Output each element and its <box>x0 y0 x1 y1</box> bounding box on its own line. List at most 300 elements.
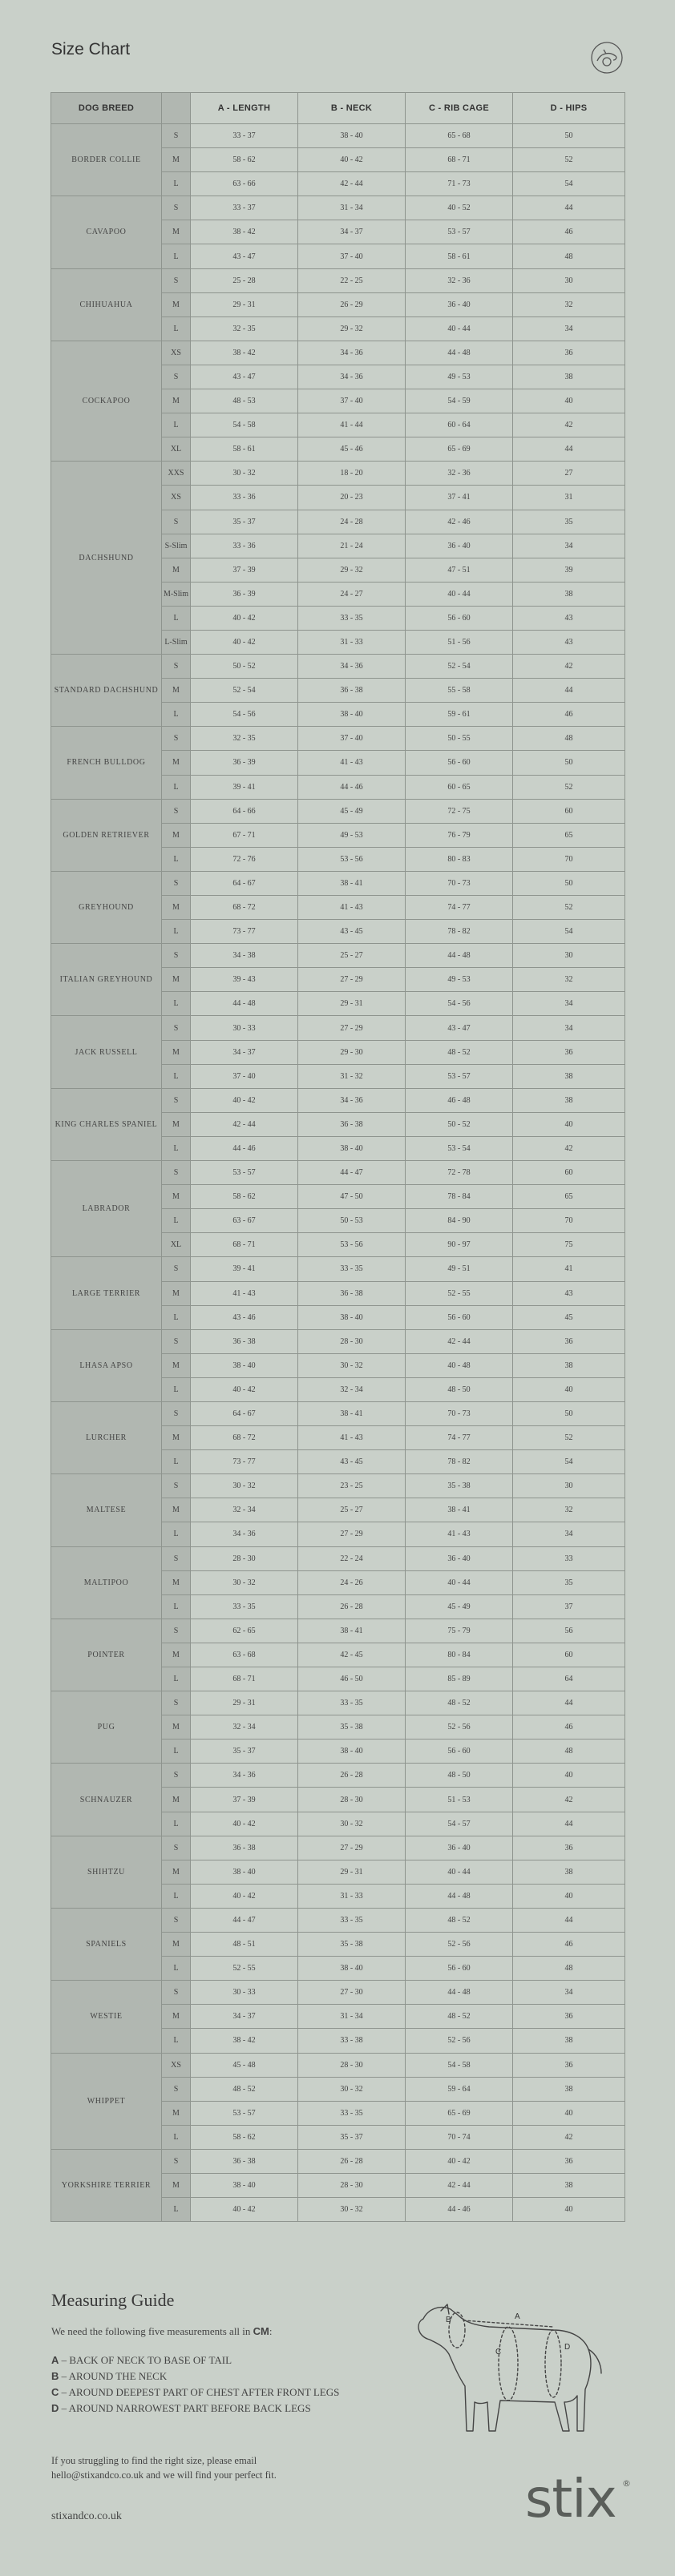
size-cell: M <box>162 1185 191 1209</box>
size-cell: S <box>162 1016 191 1040</box>
table-row <box>51 124 625 148</box>
neck-cell: 43 - 45 <box>298 920 406 944</box>
rib-cage-cell: 35 - 38 <box>406 1474 513 1498</box>
size-cell: L <box>162 1884 191 1908</box>
hips-cell: 33 <box>513 1546 625 1570</box>
length-cell: 30 - 32 <box>191 1474 298 1498</box>
rib-cage-cell: 43 - 47 <box>406 1016 513 1040</box>
rib-cage-cell: 44 - 48 <box>406 341 513 365</box>
neck-cell: 41 - 43 <box>298 751 406 775</box>
neck-cell: 30 - 32 <box>298 1812 406 1836</box>
length-cell: 30 - 32 <box>191 1570 298 1594</box>
neck-cell: 27 - 29 <box>298 1836 406 1860</box>
rib-cage-cell: 56 - 60 <box>406 1305 513 1329</box>
rib-cage-cell: 41 - 43 <box>406 1522 513 1546</box>
neck-cell: 33 - 35 <box>298 1257 406 1281</box>
rib-cage-cell: 45 - 49 <box>406 1594 513 1619</box>
rib-cage-cell: 52 - 56 <box>406 1715 513 1740</box>
hips-cell: 32 <box>513 968 625 992</box>
size-cell: S <box>162 1764 191 1788</box>
table-row <box>51 1764 625 1788</box>
size-cell: L <box>162 1305 191 1329</box>
size-cell: L <box>162 172 191 196</box>
size-cell: XL <box>162 1233 191 1257</box>
size-cell: S <box>162 727 191 751</box>
size-cell: M <box>162 1040 191 1064</box>
hips-cell: 42 <box>513 2125 625 2149</box>
size-cell: M-Slim <box>162 582 191 606</box>
rib-cage-cell: 56 - 60 <box>406 751 513 775</box>
neck-cell: 53 - 56 <box>298 1233 406 1257</box>
hips-cell: 40 <box>513 2101 625 2125</box>
length-cell: 48 - 53 <box>191 389 298 413</box>
rib-cage-cell: 49 - 53 <box>406 968 513 992</box>
rib-cage-cell: 56 - 60 <box>406 606 513 630</box>
length-cell: 28 - 30 <box>191 1546 298 1570</box>
size-cell: M <box>162 148 191 172</box>
size-cell: M <box>162 823 191 847</box>
neck-cell: 32 - 34 <box>298 1377 406 1401</box>
rib-cage-cell: 49 - 53 <box>406 365 513 389</box>
neck-cell: 18 - 20 <box>298 462 406 486</box>
help-text <box>51 2453 324 2482</box>
rib-cage-cell: 44 - 46 <box>406 2198 513 2222</box>
length-cell: 39 - 43 <box>191 968 298 992</box>
length-cell: 58 - 62 <box>191 2125 298 2149</box>
neck-cell: 47 - 50 <box>298 1185 406 1209</box>
hips-cell: 27 <box>513 462 625 486</box>
size-cell: L <box>162 1667 191 1691</box>
hips-cell: 48 <box>513 244 625 268</box>
diagram-label-b: B <box>446 2316 451 2324</box>
rib-cage-cell: 52 - 56 <box>406 2029 513 2053</box>
table-row <box>51 727 625 751</box>
breed-name-cell: SCHNAUZER <box>51 1764 162 1836</box>
table-row <box>51 1691 625 1715</box>
length-cell: 73 - 77 <box>191 1450 298 1474</box>
hips-cell: 44 <box>513 679 625 703</box>
length-cell: 37 - 40 <box>191 1064 298 1088</box>
table-row <box>51 1088 625 1112</box>
neck-cell: 42 - 44 <box>298 172 406 196</box>
length-cell: 63 - 67 <box>191 1209 298 1233</box>
breed-name-cell: WESTIE <box>51 1981 162 2053</box>
size-cell: M <box>162 1498 191 1522</box>
neck-cell: 35 - 38 <box>298 1715 406 1740</box>
hips-cell: 41 <box>513 1257 625 1281</box>
rib-cage-cell: 52 - 55 <box>406 1281 513 1305</box>
rib-cage-cell: 78 - 82 <box>406 920 513 944</box>
size-cell: XXS <box>162 462 191 486</box>
length-cell: 30 - 33 <box>191 1981 298 2005</box>
table-row <box>51 1329 625 1353</box>
hips-cell: 40 <box>513 2198 625 2222</box>
size-cell: M <box>162 1426 191 1450</box>
size-cell: L <box>162 775 191 799</box>
table-row <box>51 341 625 365</box>
hips-cell: 46 <box>513 220 625 244</box>
neck-cell: 38 - 40 <box>298 703 406 727</box>
neck-cell: 26 - 29 <box>298 292 406 316</box>
breed-name-cell: STANDARD DACHSHUND <box>51 655 162 727</box>
length-cell: 72 - 76 <box>191 847 298 871</box>
rib-cage-cell: 36 - 40 <box>406 1546 513 1570</box>
table-row <box>51 2053 625 2077</box>
hips-cell: 60 <box>513 1161 625 1185</box>
length-cell: 43 - 46 <box>191 1305 298 1329</box>
size-cell: S <box>162 871 191 895</box>
rib-cage-cell: 40 - 44 <box>406 1570 513 1594</box>
neck-cell: 30 - 32 <box>298 2077 406 2101</box>
hips-cell: 38 <box>513 582 625 606</box>
size-cell: M <box>162 1933 191 1957</box>
hips-cell: 36 <box>513 1836 625 1860</box>
neck-cell: 44 - 46 <box>298 775 406 799</box>
size-cell: S <box>162 268 191 292</box>
neck-cell: 33 - 35 <box>298 2101 406 2125</box>
hips-cell: 75 <box>513 1233 625 1257</box>
table-row <box>51 1981 625 2005</box>
size-cell: M <box>162 2101 191 2125</box>
neck-cell: 31 - 32 <box>298 1064 406 1088</box>
guide-item-letter: A <box>51 2354 59 2366</box>
rib-cage-cell: 54 - 56 <box>406 992 513 1016</box>
size-cell: L <box>162 920 191 944</box>
hips-cell: 40 <box>513 389 625 413</box>
size-cell: L <box>162 244 191 268</box>
hips-cell: 42 <box>513 413 625 437</box>
size-cell: L <box>162 1450 191 1474</box>
length-cell: 52 - 54 <box>191 679 298 703</box>
rib-cage-cell: 71 - 73 <box>406 172 513 196</box>
rib-cage-cell: 44 - 48 <box>406 1981 513 2005</box>
breed-name-cell: DACHSHUND <box>51 462 162 655</box>
guide-intro-prefix: We need the following five measurements all in <box>51 2325 253 2337</box>
table-row <box>51 1016 625 1040</box>
length-cell: 39 - 41 <box>191 775 298 799</box>
hips-cell: 60 <box>513 799 625 823</box>
hips-cell: 44 <box>513 196 625 220</box>
breed-name-cell: BORDER COLLIE <box>51 124 162 196</box>
hips-cell: 38 <box>513 365 625 389</box>
rib-cage-cell: 70 - 74 <box>406 2125 513 2149</box>
hips-cell: 36 <box>513 2005 625 2029</box>
hips-cell: 50 <box>513 124 625 148</box>
length-cell: 40 - 42 <box>191 1088 298 1112</box>
breed-name-cell: MALTIPOO <box>51 1546 162 1619</box>
breed-name-cell: SHIHTZU <box>51 1836 162 1908</box>
hips-cell: 38 <box>513 1353 625 1377</box>
neck-cell: 34 - 37 <box>298 220 406 244</box>
breed-name-cell: WHIPPET <box>51 2053 162 2149</box>
length-cell: 37 - 39 <box>191 558 298 582</box>
rib-cage-cell: 53 - 54 <box>406 1136 513 1160</box>
hips-cell: 35 <box>513 1570 625 1594</box>
neck-cell: 28 - 30 <box>298 2173 406 2197</box>
neck-cell: 31 - 34 <box>298 196 406 220</box>
length-cell: 38 - 42 <box>191 2029 298 2053</box>
rib-cage-cell: 40 - 48 <box>406 1353 513 1377</box>
hips-cell: 54 <box>513 920 625 944</box>
hips-cell: 46 <box>513 1933 625 1957</box>
length-cell: 48 - 51 <box>191 1933 298 1957</box>
hips-cell: 44 <box>513 1812 625 1836</box>
hips-cell: 60 <box>513 1643 625 1667</box>
table-row <box>51 871 625 895</box>
guide-item <box>51 2368 339 2385</box>
rib-cage-cell: 68 - 71 <box>406 148 513 172</box>
table-row <box>51 1257 625 1281</box>
rib-cage-cell: 32 - 36 <box>406 462 513 486</box>
neck-cell: 26 - 28 <box>298 2149 406 2173</box>
rib-cage-cell: 48 - 52 <box>406 1691 513 1715</box>
size-cell: S <box>162 1691 191 1715</box>
table-row <box>51 1619 625 1643</box>
neck-cell: 38 - 41 <box>298 1619 406 1643</box>
brand-logo: stix <box>525 2468 616 2530</box>
size-cell: S <box>162 799 191 823</box>
rib-cage-cell: 72 - 78 <box>406 1161 513 1185</box>
length-cell: 44 - 47 <box>191 1908 298 1932</box>
neck-cell: 37 - 40 <box>298 727 406 751</box>
dog-measurement-diagram-icon <box>412 2290 608 2442</box>
neck-cell: 33 - 35 <box>298 1691 406 1715</box>
neck-cell: 41 - 43 <box>298 896 406 920</box>
hips-cell: 38 <box>513 1088 625 1112</box>
length-cell: 64 - 67 <box>191 871 298 895</box>
rib-cage-cell: 65 - 68 <box>406 124 513 148</box>
size-chart-table <box>51 92 625 2222</box>
rib-cage-cell: 53 - 57 <box>406 1064 513 1088</box>
neck-cell: 28 - 30 <box>298 1329 406 1353</box>
guide-intro-suffix: : <box>269 2325 273 2337</box>
hips-cell: 48 <box>513 727 625 751</box>
breed-name-cell: SPANIELS <box>51 1908 162 1980</box>
size-cell: L <box>162 1812 191 1836</box>
breed-name-cell: CHIHUAHUA <box>51 268 162 341</box>
hips-cell: 34 <box>513 992 625 1016</box>
rib-cage-cell: 52 - 56 <box>406 1933 513 1957</box>
size-cell: S <box>162 1474 191 1498</box>
length-cell: 32 - 34 <box>191 1715 298 1740</box>
page-title: Size Chart <box>51 40 131 58</box>
hips-cell: 36 <box>513 1040 625 1064</box>
breed-name-cell: ITALIAN GREYHOUND <box>51 944 162 1016</box>
rib-cage-cell: 40 - 44 <box>406 582 513 606</box>
length-cell: 36 - 39 <box>191 751 298 775</box>
hips-cell: 46 <box>513 703 625 727</box>
length-cell: 33 - 36 <box>191 534 298 558</box>
rib-cage-cell: 46 - 48 <box>406 1088 513 1112</box>
neck-cell: 27 - 29 <box>298 968 406 992</box>
size-cell: S <box>162 510 191 534</box>
length-cell: 36 - 38 <box>191 1329 298 1353</box>
hips-cell: 34 <box>513 1981 625 2005</box>
length-cell: 41 - 43 <box>191 1281 298 1305</box>
neck-cell: 22 - 25 <box>298 268 406 292</box>
length-cell: 68 - 71 <box>191 1667 298 1691</box>
neck-cell: 46 - 50 <box>298 1667 406 1691</box>
size-cell: L <box>162 2029 191 2053</box>
size-cell: M <box>162 1112 191 1136</box>
length-cell: 53 - 57 <box>191 2101 298 2125</box>
size-cell: M <box>162 679 191 703</box>
size-cell: M <box>162 1788 191 1812</box>
neck-cell: 27 - 29 <box>298 1522 406 1546</box>
length-cell: 63 - 68 <box>191 1643 298 1667</box>
rib-cage-cell: 51 - 56 <box>406 630 513 654</box>
hips-cell: 48 <box>513 1957 625 1981</box>
guide-intro <box>51 2325 273 2338</box>
guide-item-text: – BACK OF NECK TO BASE OF TAIL <box>59 2354 232 2366</box>
hips-cell: 36 <box>513 1329 625 1353</box>
neck-cell: 29 - 31 <box>298 1860 406 1884</box>
neck-cell: 33 - 35 <box>298 606 406 630</box>
hips-cell: 36 <box>513 2053 625 2077</box>
size-cell: L <box>162 316 191 341</box>
hips-cell: 52 <box>513 896 625 920</box>
hips-cell: 42 <box>513 1136 625 1160</box>
neck-cell: 34 - 36 <box>298 341 406 365</box>
length-cell: 58 - 62 <box>191 148 298 172</box>
table-row <box>51 2149 625 2173</box>
breed-name-cell: MALTESE <box>51 1474 162 1546</box>
neck-cell: 30 - 32 <box>298 2198 406 2222</box>
length-cell: 63 - 66 <box>191 172 298 196</box>
size-cell: XS <box>162 486 191 510</box>
rib-cage-cell: 59 - 64 <box>406 2077 513 2101</box>
rib-cage-cell: 42 - 44 <box>406 1329 513 1353</box>
length-cell: 39 - 41 <box>191 1257 298 1281</box>
length-cell: 44 - 48 <box>191 992 298 1016</box>
neck-cell: 34 - 36 <box>298 365 406 389</box>
neck-cell: 25 - 27 <box>298 944 406 968</box>
neck-cell: 24 - 28 <box>298 510 406 534</box>
guide-item-letter: C <box>51 2386 59 2398</box>
rib-cage-cell: 44 - 48 <box>406 944 513 968</box>
rib-cage-cell: 74 - 77 <box>406 1426 513 1450</box>
neck-cell: 24 - 27 <box>298 582 406 606</box>
hips-cell: 30 <box>513 1474 625 1498</box>
hips-cell: 54 <box>513 1450 625 1474</box>
neck-cell: 44 - 47 <box>298 1161 406 1185</box>
length-cell: 34 - 36 <box>191 1764 298 1788</box>
neck-cell: 31 - 34 <box>298 2005 406 2029</box>
neck-cell: 26 - 28 <box>298 1764 406 1788</box>
rib-cage-cell: 72 - 75 <box>406 799 513 823</box>
rib-cage-cell: 70 - 73 <box>406 1401 513 1425</box>
hips-cell: 48 <box>513 1740 625 1764</box>
length-cell: 34 - 36 <box>191 1522 298 1546</box>
rib-cage-cell: 40 - 44 <box>406 316 513 341</box>
table-header-row <box>51 93 625 124</box>
guide-item <box>51 2401 339 2417</box>
rib-cage-cell: 76 - 79 <box>406 823 513 847</box>
size-cell: L <box>162 1209 191 1233</box>
length-cell: 73 - 77 <box>191 920 298 944</box>
rib-cage-cell: 65 - 69 <box>406 2101 513 2125</box>
length-cell: 54 - 58 <box>191 413 298 437</box>
hips-cell: 50 <box>513 1401 625 1425</box>
rib-cage-cell: 60 - 65 <box>406 775 513 799</box>
rib-cage-cell: 75 - 79 <box>406 1619 513 1643</box>
neck-cell: 20 - 23 <box>298 486 406 510</box>
hips-cell: 52 <box>513 148 625 172</box>
length-cell: 58 - 61 <box>191 437 298 462</box>
length-cell: 38 - 40 <box>191 2173 298 2197</box>
size-cell: L <box>162 1594 191 1619</box>
table-row <box>51 196 625 220</box>
rib-cage-cell: 55 - 58 <box>406 679 513 703</box>
length-cell: 67 - 71 <box>191 823 298 847</box>
length-cell: 32 - 35 <box>191 316 298 341</box>
neck-cell: 24 - 26 <box>298 1570 406 1594</box>
rib-cage-cell: 56 - 60 <box>406 1957 513 1981</box>
length-cell: 54 - 56 <box>191 703 298 727</box>
header-dog-breed: DOG BREED <box>51 93 162 124</box>
header-hips: D - HIPS <box>513 93 625 124</box>
hips-cell: 34 <box>513 1522 625 1546</box>
rib-cage-cell: 85 - 89 <box>406 1667 513 1691</box>
rib-cage-cell: 40 - 44 <box>406 1860 513 1884</box>
size-cell: M <box>162 558 191 582</box>
hips-cell: 46 <box>513 1715 625 1740</box>
neck-cell: 41 - 44 <box>298 413 406 437</box>
size-cell: L <box>162 606 191 630</box>
rib-cage-cell: 80 - 84 <box>406 1643 513 1667</box>
size-cell: M <box>162 1281 191 1305</box>
hips-cell: 32 <box>513 292 625 316</box>
size-cell: S <box>162 1981 191 2005</box>
rib-cage-cell: 54 - 57 <box>406 1812 513 1836</box>
length-cell: 33 - 37 <box>191 196 298 220</box>
neck-cell: 42 - 45 <box>298 1643 406 1667</box>
rib-cage-cell: 90 - 97 <box>406 1233 513 1257</box>
size-cell: S <box>162 655 191 679</box>
size-cell: L <box>162 413 191 437</box>
neck-cell: 25 - 27 <box>298 1498 406 1522</box>
hips-cell: 43 <box>513 606 625 630</box>
neck-cell: 49 - 53 <box>298 823 406 847</box>
guide-list <box>51 2352 339 2417</box>
stix-dog-logo-icon <box>589 40 624 75</box>
length-cell: 33 - 35 <box>191 1594 298 1619</box>
neck-cell: 34 - 36 <box>298 655 406 679</box>
neck-cell: 26 - 28 <box>298 1594 406 1619</box>
hips-cell: 40 <box>513 1884 625 1908</box>
length-cell: 52 - 55 <box>191 1957 298 1981</box>
website-link[interactable]: stixandco.co.uk <box>51 2510 122 2522</box>
neck-cell: 45 - 46 <box>298 437 406 462</box>
rib-cage-cell: 47 - 51 <box>406 558 513 582</box>
size-cell: M <box>162 220 191 244</box>
hips-cell: 38 <box>513 1064 625 1088</box>
rib-cage-cell: 44 - 48 <box>406 1884 513 1908</box>
size-cell: S <box>162 1088 191 1112</box>
neck-cell: 21 - 24 <box>298 534 406 558</box>
table-row <box>51 1401 625 1425</box>
hips-cell: 65 <box>513 1185 625 1209</box>
length-cell: 33 - 37 <box>191 124 298 148</box>
rib-cage-cell: 42 - 44 <box>406 2173 513 2197</box>
table-row <box>51 268 625 292</box>
neck-cell: 40 - 42 <box>298 148 406 172</box>
help-email-line[interactable]: hello@stixandco.co.uk and we will find your perfect fit. <box>51 2469 277 2481</box>
neck-cell: 36 - 38 <box>298 679 406 703</box>
hips-cell: 44 <box>513 1908 625 1932</box>
length-cell: 34 - 38 <box>191 944 298 968</box>
rib-cage-cell: 51 - 53 <box>406 1788 513 1812</box>
